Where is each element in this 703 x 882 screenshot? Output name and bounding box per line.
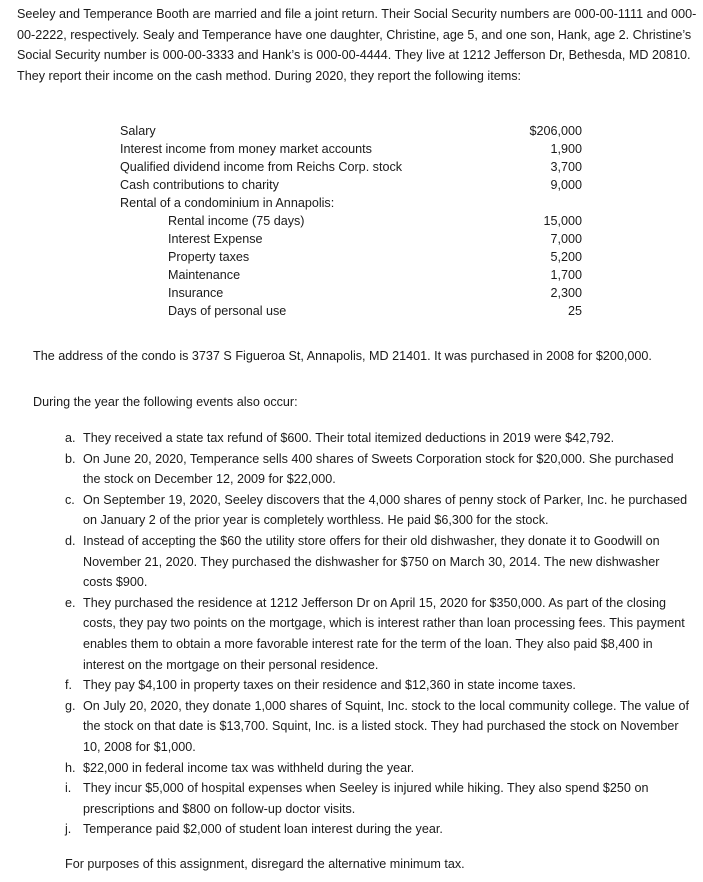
item-value: 1,700 — [550, 268, 582, 282]
item-text: On July 20, 2020, they donate 1,000 shares of Squint, Inc. stock to the local community college. The value of the stock on that date is $13,700. Squint, Inc. is a listed stock. They had purchased the stock on November 10, 2008 for $1,000. — [83, 698, 690, 754]
table-row — [120, 140, 582, 158]
item-text: They incur $5,000 of hospital expenses when Seeley is injured while hiking. They also spend $250 on prescriptions and $800 on follow-up doctor visits. — [83, 781, 649, 816]
list-item — [65, 593, 690, 675]
item-label: Days of personal use — [168, 304, 287, 318]
intro-paragraph: Seeley and Temperance Booth are married and file a joint return. Their Social Security numbers are 000-00-1111 and 000-00-2222, respectively. Sealy and Temperance have one daughter, Christine, age 5, and one son, Hank, age 2. Christine’s Social Security number is 000-00-3333 and Hank’s is 000-00-4444. They live at 1212 Jefferson Dr, Bethesda, MD 20810. They report their income on the cash method. During 2020, they report the following items: — [17, 7, 697, 83]
item-letter: d. — [65, 533, 76, 548]
item-label: Property taxes — [168, 250, 250, 264]
list-item — [65, 758, 690, 779]
item-letter: g. — [65, 698, 76, 713]
item-value: 2,300 — [550, 286, 582, 300]
item-letter: c. — [65, 492, 75, 507]
item-value: $206,000 — [529, 124, 582, 138]
item-text: On September 19, 2020, Seeley discovers that the 4,000 shares of penny stock of Parker, Inc. he purchased on January 2 of the prior year is completely worthless. He paid $6,300 for the stock. — [83, 492, 688, 528]
item-text: They received a state tax refund of $600. Their total itemized deductions in 2019 were $42,792. — [83, 431, 615, 445]
events-intro: During the year the following events also occur: — [33, 395, 298, 409]
item-letter: f. — [65, 678, 72, 693]
item-text: Instead of accepting the $60 the utility store offers for their old dishwasher, they donate it to Goodwill on November 21, 2020. They purchased the dishwasher for $750 on March 30, 2014. The new dishwasher costs $900. — [83, 533, 660, 590]
item-value: 7,000 — [550, 232, 582, 246]
item-letter: a. — [65, 431, 76, 445]
item-letter: e. — [65, 595, 76, 610]
list-item — [65, 428, 690, 449]
list-item — [65, 490, 690, 531]
item-label: Rental income (75 days) — [168, 214, 305, 228]
events-list — [65, 428, 690, 840]
item-value: 15,000 — [543, 214, 582, 228]
item-letter: j. — [65, 822, 72, 837]
item-label: Maintenance — [168, 268, 241, 282]
table-row — [120, 212, 582, 230]
item-label: Interest Expense — [168, 232, 263, 246]
item-label: Salary — [120, 124, 156, 138]
list-item — [65, 696, 690, 758]
item-value: 9,000 — [550, 178, 582, 192]
item-value: 3,700 — [550, 160, 582, 174]
item-text: On June 20, 2020, Temperance sells 400 shares of Sweets Corporation stock for $20,000. She purchased the stock on December 12, 2009 for $22,000. — [83, 451, 674, 487]
item-label: Cash contributions to charity — [120, 178, 279, 192]
condo-paragraph: The address of the condo is 3737 S Figueroa St, Annapolis, MD 21401. It was purchased in 2008 for $200,000. — [33, 349, 652, 363]
table-row — [120, 302, 582, 320]
item-value: 25 — [567, 304, 582, 318]
item-text: $22,000 in federal income tax was withheld during the year. — [83, 760, 415, 775]
item-text: They purchased the residence at 1212 Jefferson Dr on April 15, 2020 for $350,000. As part of the closing costs, they pay two points on the mortgage, which is interest rather than loan processing fees. This payment enables them to obtain a more favorable interest rate for the term of the loan. They also paid $8,400 in interest on the mortgage on their personal residence. — [83, 595, 685, 672]
income-items-table — [120, 122, 582, 320]
item-text: They pay $4,100 in property taxes on their residence and $12,360 in state income taxes. — [83, 678, 576, 693]
table-row — [120, 266, 582, 284]
table-row — [120, 176, 582, 194]
item-letter: b. — [65, 451, 76, 466]
item-value: 5,200 — [550, 250, 582, 264]
table-row — [120, 230, 582, 248]
table-row — [120, 248, 582, 266]
item-value: 1,900 — [550, 142, 582, 156]
item-text: Temperance paid $2,000 of student loan interest during the year. — [83, 822, 443, 837]
table-row — [120, 122, 582, 140]
final-note: For purposes of this assignment, disregard the alternative minimum tax. — [65, 857, 465, 871]
table-row — [120, 194, 582, 212]
list-item — [65, 531, 690, 593]
list-item — [65, 449, 690, 490]
item-label: Rental of a condominium in Annapolis: — [120, 196, 335, 210]
table-row — [120, 158, 582, 176]
item-label: Interest income from money market accounts — [120, 142, 372, 156]
item-label: Insurance — [168, 286, 224, 300]
item-label: Qualified dividend income from Reichs Corp. stock — [120, 160, 403, 174]
item-letter: i. — [65, 781, 72, 796]
list-item — [65, 675, 690, 696]
table-row — [120, 284, 582, 302]
list-item — [65, 819, 690, 840]
item-letter: h. — [65, 760, 76, 775]
list-item — [65, 778, 690, 819]
